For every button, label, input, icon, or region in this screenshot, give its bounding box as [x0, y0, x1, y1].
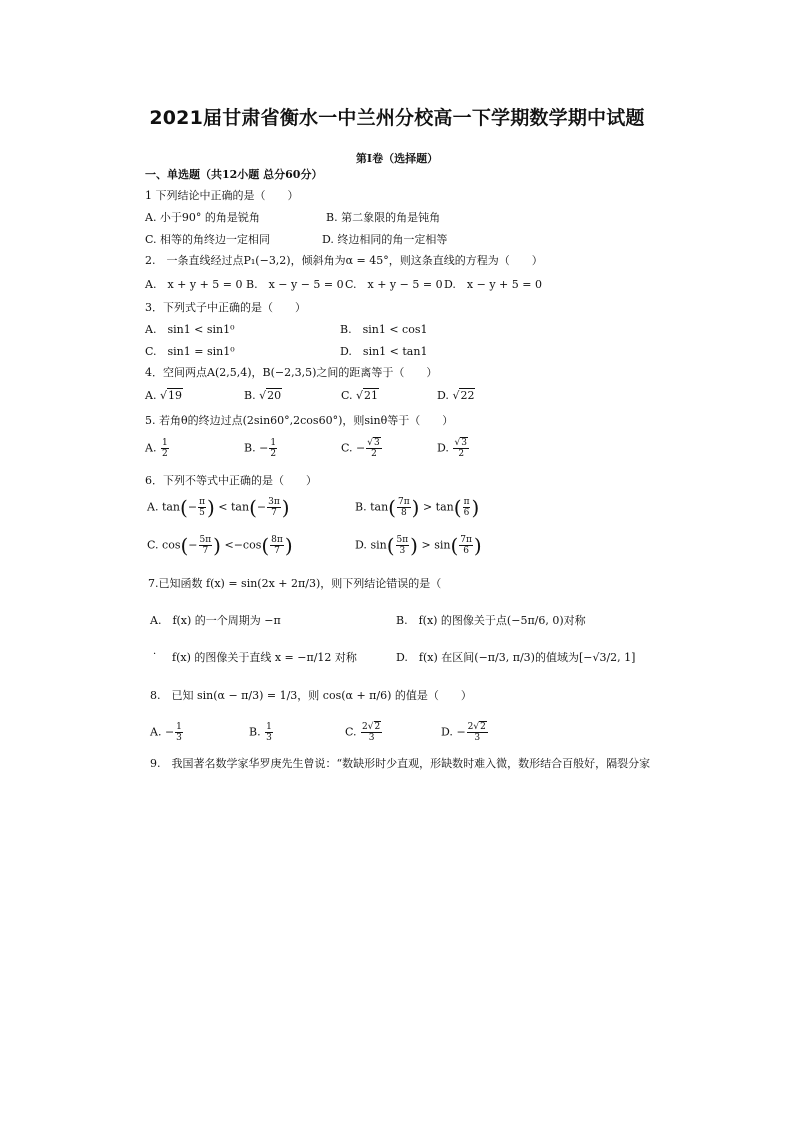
option-a: A. sin1 < sin1⁰	[145, 323, 235, 336]
radicand: 3	[374, 438, 380, 448]
radicand: 21	[364, 389, 379, 402]
option-a	[145, 438, 170, 459]
option-c: f(x) 的图像关于直线 x = −π/12 对称	[172, 651, 357, 664]
fraction	[459, 535, 473, 556]
relation: <	[218, 500, 228, 514]
minus-sign: −	[187, 500, 198, 514]
option-letter: D.	[355, 538, 367, 552]
option-c: C. cos(− $\frac{5\pi}{7}$ ) <−cos( $\frac{8\pi}{7}$ )	[147, 533, 293, 558]
func: sin	[434, 538, 451, 552]
fraction	[270, 535, 284, 556]
numerator: π	[463, 497, 470, 507]
option-b	[244, 438, 278, 459]
numerator: 1	[266, 722, 272, 732]
option-letter: C.	[147, 538, 159, 552]
denominator: 7	[274, 546, 280, 556]
page-title: 2021届甘肃省衡水一中兰州分校高一下学期数学期中试题	[149, 107, 645, 129]
denominator: 6	[463, 546, 469, 556]
numerator: 7π	[460, 535, 472, 545]
radicand: 2	[480, 722, 486, 732]
option-letter: B.	[249, 725, 261, 739]
option-d: D. √22	[437, 389, 475, 402]
question-stem: 1 下列结论中正确的是（ ）	[145, 189, 299, 202]
option-d	[441, 722, 489, 743]
fraction	[397, 497, 411, 518]
option-letter: C.	[341, 389, 353, 402]
option-c	[341, 438, 383, 459]
numerator: √3	[367, 438, 380, 448]
question-stem: 7.已知函数 f(x) = sin(2x + 2π/3)，则下列结论错误的是（	[148, 577, 442, 590]
option-d: D. f(x) 在区间(−π/3, π/3)的值域为[−√3/2, 1]	[396, 651, 636, 664]
option-d: D. sin( $\frac{5\pi}{3}$ ) > sin( $\frac{7\pi}{6}$ )	[355, 533, 482, 558]
question-stem: 4．空间两点A(2,5,4)，B(−2,3,5)之间的距离等于（ ）	[145, 366, 438, 379]
option-c	[345, 722, 383, 743]
func: cos	[242, 538, 262, 552]
func: tan	[370, 500, 389, 514]
option-a: A. x + y + 5 = 0	[145, 278, 243, 291]
func: tan	[435, 500, 454, 514]
fraction	[396, 535, 410, 556]
numerator: √3	[454, 438, 467, 448]
option-letter: C.	[345, 725, 357, 739]
option-letter: D.	[437, 441, 449, 455]
option-a: A. √19	[145, 389, 182, 402]
option-b: B. f(x) 的图像关于点(−5π/6, 0)对称	[396, 614, 586, 627]
denominator: 2	[458, 449, 465, 459]
denominator: 3	[474, 733, 481, 743]
minus-sign: −	[233, 538, 243, 552]
denominator: 5	[199, 508, 205, 518]
relation: >	[422, 500, 433, 514]
coefficient: 2	[467, 722, 474, 732]
fraction	[463, 497, 471, 518]
radicand: 22	[460, 389, 475, 402]
option-letter: C.	[341, 441, 353, 455]
question-stem: 8. 已知 sin(α − π/3) = 1/3，则 cos(α + π/6) 的值是（ ）	[150, 689, 472, 702]
func: sin	[370, 538, 387, 552]
minus-sign: −	[456, 725, 466, 739]
option-b: B. tan( $\frac{7\pi}{8}$ ) > tan( $\frac{\pi}{6}$ )	[355, 495, 480, 520]
option-letter: D.	[437, 389, 449, 402]
section-heading: 一、单选题（共12小题 总分60分）	[145, 168, 323, 181]
denominator: 8	[400, 508, 407, 518]
numerator: π	[199, 497, 205, 507]
minus-sign: −	[259, 441, 269, 455]
numerator: 1	[176, 722, 182, 732]
numerator: 8π	[271, 535, 283, 545]
minus-sign: −	[356, 441, 366, 455]
denominator: 7	[202, 546, 209, 556]
coefficient: 2	[362, 722, 368, 732]
option-b: B. √20	[244, 389, 282, 402]
numerator: 1	[270, 438, 277, 448]
denominator: 2	[161, 449, 168, 459]
option-c: C. sin1 = sin1⁰	[145, 345, 235, 358]
numerator: 1	[161, 438, 168, 448]
option-a: A. tan(− $\frac{\pi}{5}$ ) < tan(− $\frac{3\pi}{7}$ )	[147, 495, 290, 520]
option-c: C. 相等的角终边一定相同	[145, 233, 271, 246]
fraction	[453, 438, 468, 459]
option-d: D. 终边相同的角一定相等	[322, 233, 448, 246]
denominator: 6	[463, 508, 470, 518]
option-letter: B.	[244, 441, 256, 455]
option-d	[437, 438, 470, 459]
denominator: 7	[271, 508, 277, 518]
radicand: 19	[167, 389, 182, 402]
numerator: 5π	[396, 535, 409, 545]
numerator: 2√2	[362, 722, 381, 732]
fraction	[267, 497, 281, 518]
question-stem: 3．下列式子中正确的是（ ）	[145, 301, 306, 314]
fraction	[161, 438, 169, 459]
question-stem: 2. 一条直线经过点P₁(−3,2)，倾斜角为α = 45°，则这条直线的方程为（ ）	[145, 254, 543, 267]
option-letter: A.	[150, 725, 162, 739]
fraction	[366, 438, 381, 459]
fraction	[467, 722, 488, 743]
fraction	[175, 722, 183, 743]
option-b: B. 第二象限的角是钝角	[326, 211, 441, 224]
option-letter: A.	[145, 389, 157, 402]
option-d: D. sin1 < tan1	[340, 345, 428, 358]
denominator: 3	[266, 733, 272, 743]
minus-sign: −	[188, 538, 198, 552]
option-c: C. √21	[341, 389, 379, 402]
denominator: 2	[371, 449, 377, 459]
option-letter: D.	[441, 725, 453, 739]
numerator: 7π	[397, 497, 410, 507]
fraction	[199, 535, 213, 556]
fraction	[361, 722, 382, 743]
option-letter: B.	[355, 500, 367, 514]
denominator: 3	[368, 733, 375, 743]
question-stem: 9. 我国著名数学家华罗庚先生曾说：“数缺形时少直观，形缺数时难入微，数形结合百般好，隔裂分家	[150, 757, 651, 770]
option-b: B. x − y − 5 = 0	[246, 278, 344, 291]
func: tan	[231, 500, 250, 514]
minus-sign: −	[164, 725, 175, 739]
part-heading: 第Ⅰ卷（选择题）	[355, 152, 439, 165]
option-a	[150, 722, 184, 743]
numerator: 2√2	[467, 722, 486, 732]
option-a: A. f(x) 的一个周期为 −π	[150, 614, 281, 627]
denominator: 2	[270, 449, 277, 459]
option-letter: A.	[145, 441, 157, 455]
minus-sign: −	[256, 500, 267, 514]
radicand: 3	[461, 438, 467, 448]
option-d: D. x − y + 5 = 0	[444, 278, 542, 291]
radicand: 2	[374, 722, 381, 732]
option-c-mark: ·	[153, 649, 157, 660]
option-letter: B.	[244, 389, 256, 402]
fraction	[269, 438, 277, 459]
fraction	[198, 497, 206, 518]
fraction	[265, 722, 273, 743]
numerator: 3π	[268, 497, 280, 507]
option-b	[249, 722, 274, 743]
func: tan	[161, 500, 181, 514]
relation: >	[421, 538, 431, 552]
relation: <	[224, 538, 234, 552]
denominator: 3	[399, 546, 406, 556]
option-letter: A.	[147, 500, 159, 514]
option-c: C. x + y − 5 = 0	[345, 278, 443, 291]
question-stem: 6．下列不等式中正确的是（ ）	[145, 474, 317, 487]
question-stem: 5. 若角θ的终边过点(2sin60°,2cos60°)，则sinθ等于（ ）	[145, 414, 454, 427]
func: cos	[162, 538, 181, 552]
option-b: B. sin1 < cos1	[340, 323, 428, 336]
denominator: 3	[176, 733, 182, 743]
option-a: A. 小于90° 的角是锐角	[145, 211, 260, 224]
numerator: 5π	[199, 535, 212, 545]
radicand: 20	[267, 389, 282, 402]
